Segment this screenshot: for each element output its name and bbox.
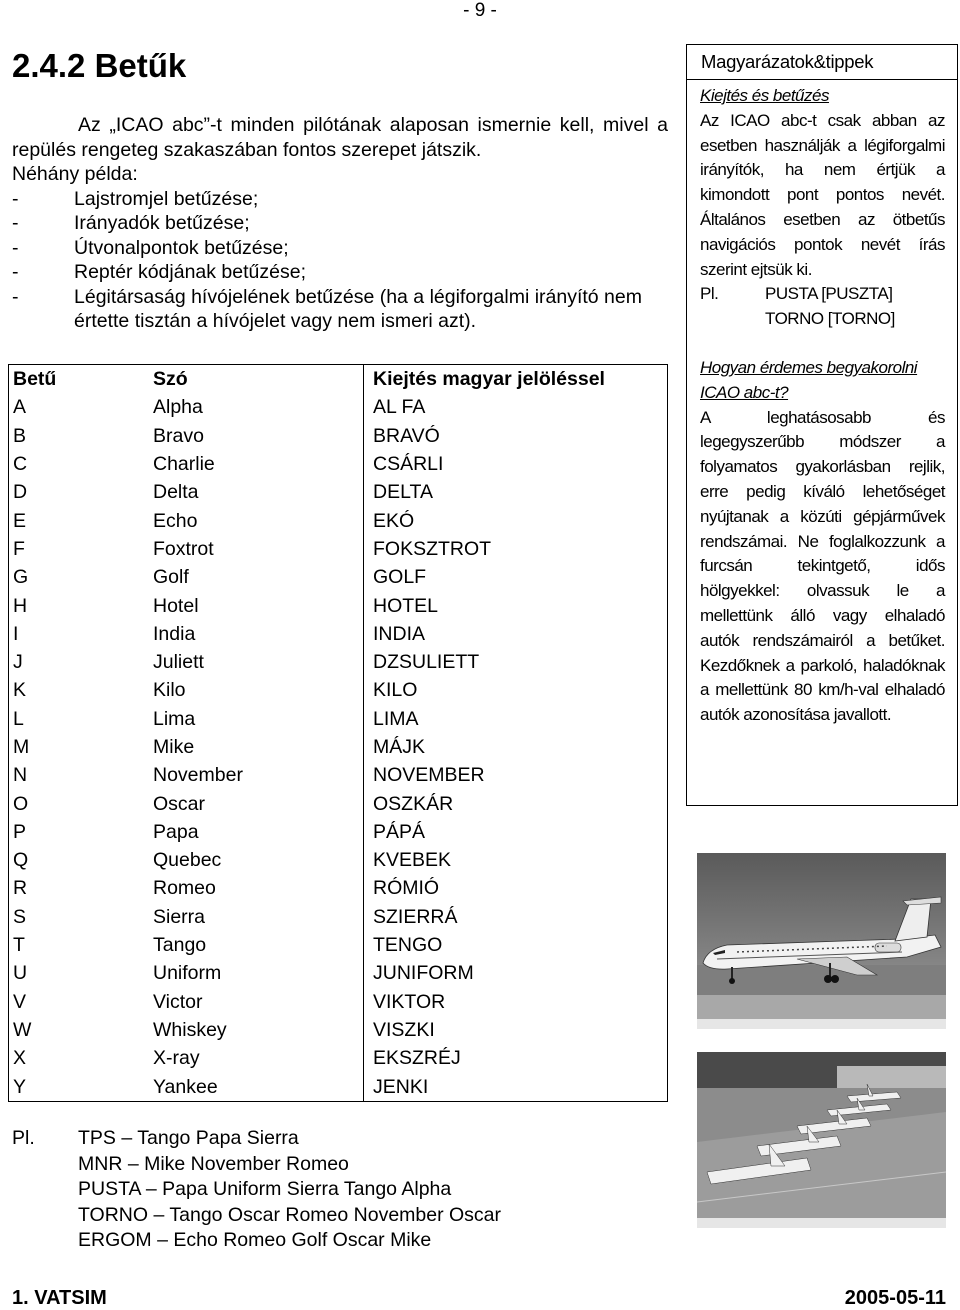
cell-letter: F <box>13 537 25 560</box>
table-row <box>9 959 668 987</box>
cell-letter: M <box>13 736 30 758</box>
cell-pronunciation: TENGO <box>373 934 443 957</box>
cell-pronunciation: EKSZRÉJ <box>373 1047 461 1070</box>
icao-alphabet-table <box>8 364 668 1102</box>
cell-letter: P <box>13 820 27 843</box>
examples-label: Pl. <box>12 1127 35 1149</box>
list-item: - Irányadók betűzése; <box>12 212 250 234</box>
cell-letter: S <box>13 905 27 928</box>
list-item: TORNO – Tango Oscar Romeo November Oscar <box>78 1203 502 1226</box>
cell-letter: I <box>13 622 19 645</box>
cell-word: Whiskey <box>149 1016 364 1044</box>
cell-word: Foxtrot <box>149 535 364 563</box>
cell-word: Bravo <box>149 422 364 450</box>
intro-paragraph: Az „ICAO abc”-t minden pilótának alaposan ismernie kell, mivel a repülés rengeteg szakaszában fontos szerepet játszik. <box>12 114 668 161</box>
table-row <box>9 1072 668 1101</box>
cell-letter: G <box>13 566 29 589</box>
tips-example-label: Pl. <box>700 284 719 304</box>
table-row <box>9 506 668 534</box>
cell-letter: E <box>13 509 27 532</box>
table-row <box>9 620 668 648</box>
table-row <box>9 846 668 874</box>
cell-letter: J <box>13 651 23 674</box>
cell-letter: C <box>13 453 28 476</box>
table-row <box>9 422 668 450</box>
table-row <box>9 478 668 506</box>
cell-word: Uniform <box>149 959 364 987</box>
cell-pronunciation: DELTA <box>373 481 433 504</box>
cell-word: India <box>149 620 364 648</box>
cell-letter: A <box>13 396 27 419</box>
table-row <box>9 563 668 591</box>
cell-word: Lima <box>149 705 364 733</box>
table-row <box>9 874 668 902</box>
cell-letter: Q <box>13 849 29 872</box>
cell-pronunciation: VISZKI <box>373 1018 435 1041</box>
cell-pronunciation: OSZKÁR <box>373 792 454 815</box>
table-row <box>9 931 668 959</box>
cell-word: Mike <box>149 733 364 761</box>
cell-word: Victor <box>149 988 364 1016</box>
cell-word: Kilo <box>149 676 364 704</box>
cell-word: Yankee <box>149 1072 364 1101</box>
list-item: - Reptér kódjának betűzése; <box>12 261 306 283</box>
table-row <box>9 535 668 563</box>
cell-letter: W <box>13 1018 32 1041</box>
tips-header: Magyarázatok&tippek <box>701 51 874 72</box>
table-row <box>9 733 668 761</box>
cell-pronunciation: INDIA <box>373 622 426 645</box>
airport-apron-photo <box>697 1052 946 1228</box>
tips-section-pronunciation <box>687 80 957 332</box>
tips-body: Az ICAO abc-t csak abban az esetben használják a légiforgalmi irányítók, ha nem értjük a kimondott pont pontos nevét. Általános esetben az ötbetűs navigációs pontok nevét írás szerint ejtsük ki. <box>700 110 945 279</box>
cell-letter: O <box>13 792 29 815</box>
cell-letter: H <box>13 594 28 617</box>
list-item: PUSTA – Papa Uniform Sierra Tango Alpha <box>78 1178 452 1200</box>
cell-word: X-ray <box>149 1044 364 1072</box>
table-row <box>9 648 668 676</box>
table-row <box>9 903 668 931</box>
cell-pronunciation: CSÁRLI <box>373 453 444 476</box>
cell-pronunciation: KVEBEK <box>373 849 452 872</box>
cell-word: Juliett <box>149 648 364 676</box>
cell-word: Delta <box>149 478 364 506</box>
tips-heading: Kiejtés és betűzés <box>700 86 829 105</box>
table-row <box>9 591 668 619</box>
list-item: TPS – Tango Papa Sierra <box>78 1127 299 1149</box>
cell-pronunciation: HOTEL <box>373 594 439 617</box>
list-item: - Útvonalpontok betűzése; <box>12 236 289 259</box>
cell-pronunciation: JENKI <box>373 1075 429 1098</box>
table-row <box>9 1016 668 1044</box>
examples-heading: Néhány példa: <box>12 163 138 185</box>
list-item: - Lajstromjel betűzése; <box>12 187 259 210</box>
table-row <box>9 450 668 478</box>
cell-pronunciation: MÁJK <box>373 736 426 758</box>
cell-word: Golf <box>149 563 364 591</box>
cell-pronunciation: LIMA <box>373 707 419 730</box>
intro-block <box>12 113 668 334</box>
list-item: - Légitársaság hívójelének betűzése (ha a légiforgalmi irányító nem értette tisztán a hívójelet vagy nem ismeri azt). <box>12 285 642 332</box>
cell-word: November <box>149 761 364 789</box>
cell-word: Oscar <box>149 789 364 817</box>
cell-pronunciation: KILO <box>373 679 418 702</box>
tips-example-lines: PUSTA [PUSZTA] TORNO [TORNO] <box>765 284 895 329</box>
footer-date: 2005-05-11 <box>844 1287 946 1309</box>
cell-word: Sierra <box>149 903 364 931</box>
list-item: MNR – Mike November Romeo <box>78 1152 349 1175</box>
cell-pronunciation: VIKTOR <box>373 990 446 1013</box>
table-row <box>9 761 668 789</box>
table-row <box>9 818 668 846</box>
cell-pronunciation: FOKSZTROT <box>373 537 492 560</box>
cell-letter: T <box>13 934 25 957</box>
tips-heading: Hogyan érdemes begyakorolni ICAO abc-t? <box>700 357 918 402</box>
cell-word: Papa <box>149 818 364 846</box>
table-row <box>9 676 668 704</box>
cell-word: Hotel <box>149 591 364 619</box>
section-title: 2.4.2 Betűk <box>12 47 187 84</box>
cell-letter: X <box>13 1047 27 1070</box>
cell-letter: N <box>13 764 28 787</box>
cell-pronunciation: PÁPÁ <box>373 820 426 843</box>
cell-word: Tango <box>149 931 364 959</box>
table-header-row <box>9 365 668 394</box>
cell-pronunciation: JUNIFORM <box>373 962 474 985</box>
cell-pronunciation: SZIERRÁ <box>373 905 458 928</box>
cell-letter: Y <box>13 1075 27 1098</box>
cell-letter: L <box>13 707 24 730</box>
table-row <box>9 393 668 421</box>
cell-letter: U <box>13 962 28 985</box>
column-header-pronunciation: Kiejtés magyar jelöléssel <box>373 368 605 391</box>
tips-sidebar <box>686 44 958 806</box>
usage-list <box>12 187 668 334</box>
cell-pronunciation: NOVEMBER <box>373 764 485 787</box>
cell-pronunciation: EKÓ <box>373 509 415 532</box>
cell-word: Quebec <box>149 846 364 874</box>
cell-pronunciation: GOLF <box>373 566 427 589</box>
column-header-letter: Betű <box>13 368 57 391</box>
table-row <box>9 988 668 1016</box>
table-body <box>9 393 668 1101</box>
page-number: - 9 - <box>463 0 497 21</box>
cell-pronunciation: RÓMIÓ <box>373 877 440 900</box>
cell-letter: V <box>13 990 27 1013</box>
cell-word: Alpha <box>149 393 364 421</box>
column-header-word: Szó <box>149 365 364 394</box>
cell-letter: B <box>13 424 27 447</box>
cell-word: Romeo <box>149 874 364 902</box>
tips-section-practice <box>687 332 957 728</box>
table-row <box>9 789 668 817</box>
cell-letter: R <box>13 877 28 900</box>
cell-word: Echo <box>149 506 364 534</box>
airliner-photo <box>697 853 946 1029</box>
tips-body: A leghatásosabb és legegyszerűbb módszer a folyamatos gyakorlásban rejlik, erre pedig kíváló lehetőséget nyújtanak a közúti gépjárművek rendszámai. Ne foglalkozzunk a furcsán tekintgető, idős hölgyekkel: olvassuk le a mellettünk álló vagy elhaladó autók rendszámairól a betűket. Kezdőknek a parkoló, haladóknak a mellettünk 80 km/h-val elhaladó autók azonosítása javallott. <box>700 407 945 725</box>
cell-pronunciation: AL FA <box>373 396 426 419</box>
table-row <box>9 1044 668 1072</box>
footer-left: 1. VATSIM <box>12 1287 107 1309</box>
cell-letter: K <box>13 679 27 702</box>
cell-letter: D <box>13 481 28 504</box>
cell-pronunciation: BRAVÓ <box>373 424 440 447</box>
cell-word: Charlie <box>149 450 364 478</box>
examples-list <box>78 1126 501 1254</box>
table-row <box>9 705 668 733</box>
tips-example <box>700 282 945 332</box>
cell-pronunciation: DZSULIETT <box>373 651 480 674</box>
list-item: ERGOM – Echo Romeo Golf Oscar Mike <box>78 1229 432 1251</box>
